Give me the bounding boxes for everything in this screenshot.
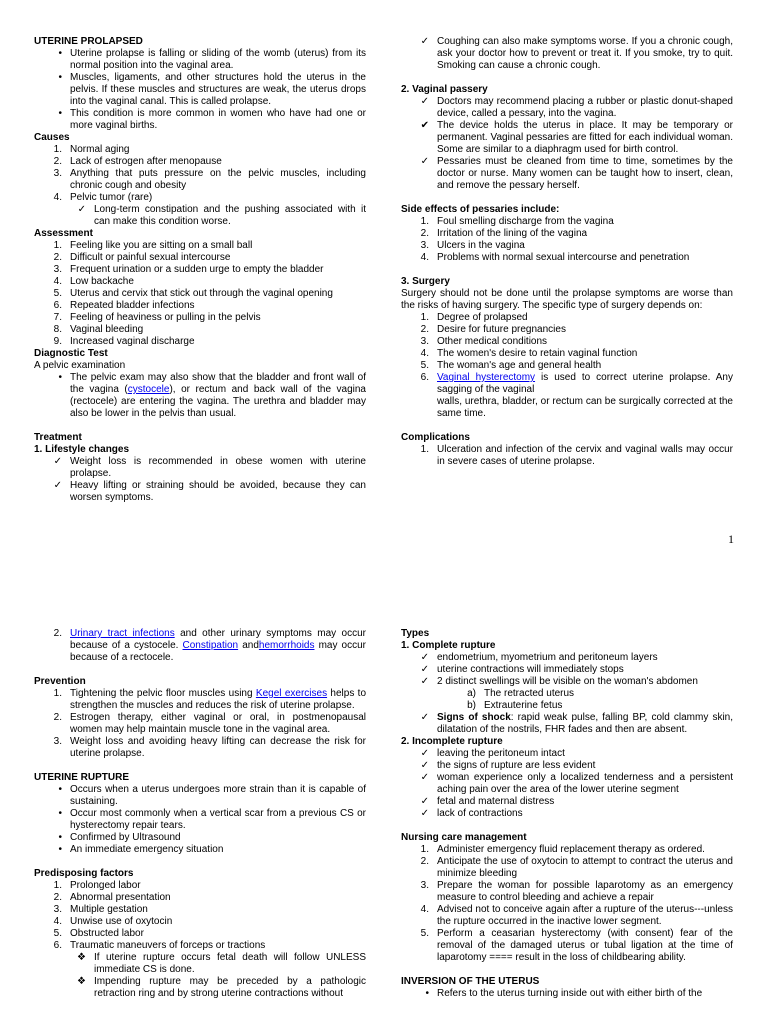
paragraph: A pelvic examination <box>34 360 126 371</box>
list-item <box>34 156 366 168</box>
list-item-text: The device holds the uterus in place. It may be temporary or permanent. Vaginal pessaries are fitted for each individual woman. Some are similar to a diaphragm used for birth control. <box>437 120 733 155</box>
list-item-text: 2 distinct swellings will be visible on the woman's abdomen <box>437 676 698 687</box>
list-item-text: Anticipate the use of oxytocin to attempt to contract the uterus and minimize bleeding <box>437 856 733 879</box>
list-marker: 4. <box>420 348 429 359</box>
list-item <box>401 904 733 928</box>
list-item <box>401 36 733 72</box>
list-item <box>401 240 733 252</box>
list-item-text: Problems with normal sexual intercourse and penetration <box>437 252 690 263</box>
list-marker: 3. <box>420 336 429 347</box>
list-item-text: Difficult or painful sexual intercourse <box>70 252 231 263</box>
list-marker: 4. <box>53 192 62 203</box>
list-marker: 1. <box>53 240 62 251</box>
page1-left-column <box>34 36 366 504</box>
list-item-text: Doctors may recommend placing a rubber or plastic donut-shaped device, called a pessary, into the vagina. <box>437 96 733 119</box>
list-item-text: Occurs when a uterus undergoes more strain than it is capable of sustaining. <box>70 784 366 807</box>
section-heading: Complications <box>401 432 470 443</box>
list-item <box>401 772 733 796</box>
list-marker: ❖ <box>77 976 86 987</box>
list-item <box>401 324 733 336</box>
page2-left-column <box>34 628 366 1000</box>
list-item-text: Vaginal bleeding <box>70 324 144 335</box>
list-item <box>34 688 366 712</box>
list-item <box>34 480 366 504</box>
list-marker: ✓ <box>420 760 429 771</box>
text-run: and <box>238 640 259 651</box>
list-item <box>401 796 733 808</box>
list-marker: 1. <box>53 144 62 155</box>
list-item <box>401 252 733 264</box>
list-item-text: Muscles, ligaments, and other structures hold the uterus in the pelvis. If these muscles and structures are weak, the uterus drops into the vaginal canal. This is called prolapse. <box>70 72 366 107</box>
list-item-text: Occur most commonly when a vertical scar from a previous CS or hysterectomy repair tears. <box>70 808 366 831</box>
list-marker: 1. <box>420 216 429 227</box>
list-item-text: Weight loss and avoiding heavy lifting can decrease the risk for uterine prolapse. <box>70 736 366 759</box>
list-item-text: Ulceration and infection of the cervix and vaginal walls may occur in severe cases of uterine prolapse. <box>437 444 733 467</box>
list-marker: • <box>425 988 429 999</box>
list-item-text: Normal aging <box>70 144 130 155</box>
list-marker: 3. <box>53 264 62 275</box>
section-heading: UTERINE RUPTURE <box>34 772 130 783</box>
list-item <box>401 120 733 156</box>
list-item-text: Estrogen therapy, either vaginal or oral, in postmenopausal women may help maintain muscle tone in the vaginal area. <box>70 712 366 735</box>
list-marker: 2. <box>53 252 62 263</box>
list-item <box>34 880 366 892</box>
list-item-text: Degree of prolapsed <box>437 312 528 323</box>
list-marker: 4. <box>53 276 62 287</box>
list-marker: ✓ <box>420 96 429 107</box>
list-item-text: Traumatic maneuvers of forceps or tractions <box>70 940 266 951</box>
list-marker: 5. <box>420 928 429 939</box>
list-marker: 1. <box>420 444 429 455</box>
list-marker: ✔ <box>420 120 429 131</box>
list-item-text: If uterine rupture occurs fetal death will follow UNLESS immediate CS is done. <box>94 952 366 975</box>
text-run: is used to correct uterine prolapse. Any sagging of the vaginal <box>437 372 733 395</box>
list-marker: 1. <box>53 688 62 699</box>
section-heading: Treatment <box>34 432 82 443</box>
list-marker: ✓ <box>420 796 429 807</box>
page2-right-column <box>401 628 733 1000</box>
list-marker: 7. <box>53 312 62 323</box>
text-run: and other urinary symptoms may occur because of a cystocele. <box>70 628 366 651</box>
spacer <box>401 420 733 432</box>
list-marker: • <box>58 808 62 819</box>
text-run: The pelvic exam may also show that the bladder and front wall of the vagina ( <box>70 372 366 395</box>
list-item <box>34 288 366 300</box>
list-item-text: Lack of estrogen after menopause <box>70 156 222 167</box>
list-item <box>34 952 366 976</box>
list-item-text: Confirmed by Ultrasound <box>70 832 181 843</box>
list-marker: ✓ <box>53 480 62 491</box>
list-item-text: Low backache <box>70 276 134 287</box>
list-item-text: uterine contractions will immediately stops <box>437 664 624 675</box>
list-item <box>34 72 366 108</box>
list-item-text: Coughing can also make symptoms worse. If you a chronic cough, ask your doctor how to prevent or treat it. If you smoke, try to quit. Smoking can cause a chronic cough. <box>437 36 733 71</box>
list-item-text: Long-term constipation and the pushing associated with it can make this condition worse. <box>94 204 366 227</box>
list-item <box>401 712 733 736</box>
list-item-text: Uterine prolapse is falling or sliding of the womb (uterus) from its normal position into the vaginal area. <box>70 48 366 71</box>
hyperlink[interactable]: hemorrhoids <box>258 640 315 651</box>
list-item <box>34 276 366 288</box>
list-marker: • <box>58 844 62 855</box>
list-marker: 8. <box>53 324 62 335</box>
list-item <box>34 928 366 940</box>
list-item <box>401 880 733 904</box>
spacer <box>401 964 733 976</box>
list-item-text: fetal and maternal distress <box>437 796 555 807</box>
list-marker: 4. <box>420 252 429 263</box>
list-item <box>401 312 733 324</box>
list-marker: 3. <box>53 736 62 747</box>
list-item-text: Heavy lifting or straining should be avoided, because they can worsen symptoms. <box>70 480 366 503</box>
list-item <box>401 360 733 372</box>
list-marker: ✓ <box>420 652 429 663</box>
list-item-text: Ulcers in the vagina <box>437 240 525 251</box>
list-item <box>34 108 366 132</box>
list-item <box>401 748 733 760</box>
list-marker: ❖ <box>77 952 86 963</box>
list-marker: 2. <box>420 856 429 867</box>
list-item <box>34 312 366 324</box>
list-marker: 1. <box>420 844 429 855</box>
spacer <box>401 72 733 84</box>
section-heading: Predisposing factors <box>34 868 134 879</box>
list-item-text: Other medical conditions <box>437 336 548 347</box>
hyperlink[interactable]: cystocele <box>127 384 170 395</box>
list-item-text <box>437 712 733 736</box>
list-marker: 2. <box>53 628 62 639</box>
list-item <box>34 784 366 808</box>
spacer <box>34 664 366 676</box>
list-item <box>34 808 366 832</box>
section-heading: Causes <box>34 132 70 143</box>
list-item <box>401 396 733 420</box>
list-item <box>34 324 366 336</box>
list-item <box>34 832 366 844</box>
list-marker: ✓ <box>420 772 429 783</box>
list-item-text: Obstructed labor <box>70 928 144 939</box>
list-item <box>401 444 733 468</box>
list-marker: ✓ <box>420 664 429 675</box>
text-run: : rapid weak pulse, falling BP, cold clammy skin, dilatation of the nostrils, FHR fades and then are absent. <box>437 712 734 735</box>
list-item-text: leaving the peritoneum intact <box>437 748 565 759</box>
list-item <box>401 844 733 856</box>
section-heading: 2. Incomplete rupture <box>401 736 503 747</box>
list-item-text: Feeling of heaviness or pulling in the pelvis <box>70 312 261 323</box>
list-item-text: Pessaries must be cleaned from time to time, sometimes by the doctor or nurse. Many women can be taught how to insert, clean, and remove the pessary herself. <box>437 156 733 191</box>
list-marker: ✓ <box>420 676 429 687</box>
paragraph: Surgery should not be done until the prolapse symptoms are worse than the risks of having surgery. The specific type of surgery depends on: <box>401 288 733 311</box>
list-marker: 3. <box>53 904 62 915</box>
list-marker: a) <box>467 688 476 699</box>
section-heading: 3. Surgery <box>401 276 450 287</box>
list-marker: 2. <box>420 228 429 239</box>
list-marker <box>401 396 437 420</box>
list-marker: 2. <box>53 712 62 723</box>
list-marker: • <box>58 108 62 119</box>
list-item <box>34 300 366 312</box>
text-run: helps to strengthen the muscles and reduces the risk of uterine prolapse. <box>70 688 367 711</box>
list-marker: 2. <box>53 156 62 167</box>
section-heading: Diagnostic Test <box>34 348 108 359</box>
list-item-text: Uterus and cervix that stick out through the vaginal opening <box>70 288 333 299</box>
list-item-text <box>437 372 733 396</box>
page-number: 1 <box>728 532 734 546</box>
spacer <box>401 264 733 276</box>
list-item-text: Refers to the uterus turning inside out with either birth of the <box>437 988 703 999</box>
list-marker: ✓ <box>420 36 429 47</box>
list-item <box>34 168 366 192</box>
section-heading: Assessment <box>34 228 93 239</box>
list-item-text: walls, urethra, bladder, or rectum can be surgically corrected at the same time. <box>437 396 733 419</box>
hyperlink[interactable]: Vaginal hysterectomy <box>437 372 536 383</box>
list-item <box>401 156 733 192</box>
spacer <box>401 192 733 204</box>
list-marker: 5. <box>53 928 62 939</box>
list-item-text: Irritation of the lining of the vagina <box>437 228 588 239</box>
section-heading: Side effects of pessaries include: <box>401 204 560 215</box>
list-marker: 4. <box>53 916 62 927</box>
list-item <box>401 372 733 396</box>
list-marker: ✓ <box>420 156 429 167</box>
list-item-text: woman experience only a localized tenderness and a persistent aching pain over the area of the lower uterine segment <box>437 772 733 795</box>
list-marker: ✓ <box>77 204 86 215</box>
list-marker: 3. <box>420 880 429 891</box>
list-item-text: endometrium, myometrium and peritoneum layers <box>437 652 658 663</box>
list-item <box>34 892 366 904</box>
list-marker: 3. <box>420 240 429 251</box>
section-heading: Nursing care management <box>401 832 527 843</box>
list-item <box>34 48 366 72</box>
list-item <box>34 904 366 916</box>
list-item-text: Administer emergency fluid replacement therapy as ordered. <box>437 844 705 855</box>
list-item <box>34 192 366 204</box>
bold-text: Signs of shock <box>437 712 511 723</box>
list-item-text: Repeated bladder infections <box>70 300 195 311</box>
list-marker: 5. <box>53 288 62 299</box>
section-heading: INVERSION OF THE UTERUS <box>401 976 540 987</box>
list-item-text: Abnormal presentation <box>70 892 171 903</box>
list-item-text: Weight loss is recommended in obese women with uterine prolapse. <box>70 456 366 479</box>
list-item-text: Perform a ceasarian hysterectomy (with consent) fear of the removal of the damaged uterus or tubal ligation at the time of laparotomy ==== result in the loss of childbearing ability. <box>437 928 733 963</box>
list-item <box>401 664 733 676</box>
list-item <box>34 204 366 228</box>
list-marker: 3. <box>53 168 62 179</box>
list-marker: ✓ <box>420 748 429 759</box>
section-heading: 2. Vaginal passery <box>401 84 488 95</box>
list-item <box>34 264 366 276</box>
list-marker: 6. <box>53 940 62 951</box>
list-item-text: Multiple gestation <box>70 904 148 915</box>
spacer <box>34 760 366 772</box>
list-item <box>401 348 733 360</box>
text-run: may occur because of a rectocele. <box>70 640 366 663</box>
document-page-2 <box>0 620 768 1024</box>
list-item-text: The women's desire to retain vaginal function <box>437 348 638 359</box>
list-item <box>401 676 733 688</box>
list-item-text <box>70 688 366 712</box>
list-item <box>401 988 733 1000</box>
list-marker: 2. <box>420 324 429 335</box>
list-marker: 1. <box>420 312 429 323</box>
list-item <box>34 240 366 252</box>
list-item <box>34 844 366 856</box>
list-marker: • <box>58 372 62 383</box>
list-marker: 6. <box>420 372 429 383</box>
list-item-text: the signs of rupture are less evident <box>437 760 596 771</box>
list-item <box>401 96 733 120</box>
section-heading: UTERINE PROLAPSED <box>34 36 143 47</box>
spacer <box>34 856 366 868</box>
list-item-text: Extrauterine fetus <box>484 700 563 711</box>
list-item-text <box>70 372 366 420</box>
list-marker: 1. <box>53 880 62 891</box>
list-item <box>34 372 366 420</box>
list-item <box>34 144 366 156</box>
list-item <box>401 652 733 664</box>
list-item-text: Increased vaginal discharge <box>70 336 195 347</box>
spacer <box>34 420 366 432</box>
list-item <box>401 856 733 880</box>
list-item <box>34 336 366 348</box>
hyperlink[interactable]: Constipation <box>182 640 239 651</box>
text-run: ), or rectum and back wall of the vagina (rectocele) are entering the vagina. The urethra and bladder may also be lower in the pelvis than usual. <box>70 384 366 419</box>
list-marker: 2. <box>53 892 62 903</box>
list-item-text: Advised not to conceive again after a rupture of the uterus---unless the rupture occurred in the inactive lower segment. <box>437 904 733 927</box>
list-item-text: An immediate emergency situation <box>70 844 224 855</box>
list-item <box>401 336 733 348</box>
text-run: Tightening the pelvic floor muscles using <box>70 688 256 699</box>
list-item <box>34 916 366 928</box>
list-marker: • <box>58 832 62 843</box>
list-item-text: Prepare the woman for possible laparotomy as an emergency measure to control bleeding and achieve a repair <box>437 880 733 903</box>
list-item-text: Unwise use of oxytocin <box>70 916 173 927</box>
list-marker: ✓ <box>53 456 62 467</box>
list-item-text: The retracted uterus <box>484 688 575 699</box>
hyperlink[interactable]: Kegel exercises <box>255 688 328 699</box>
list-marker: b) <box>467 700 476 711</box>
list-item-text: lack of contractions <box>437 808 523 819</box>
section-heading: Types <box>401 628 430 639</box>
list-marker: 5. <box>420 360 429 371</box>
list-item-text: Impending rupture may be preceded by a pathologic retraction ring and by strong uterine contractions without <box>94 976 366 999</box>
list-item-text: Pelvic tumor (rare) <box>70 192 153 203</box>
list-marker: • <box>58 72 62 83</box>
list-item <box>34 940 366 952</box>
list-marker: 9. <box>53 336 62 347</box>
list-item <box>34 976 366 1000</box>
spacer <box>401 820 733 832</box>
list-item-text: Foul smelling discharge from the vagina <box>437 216 614 227</box>
section-heading: 1. Complete rupture <box>401 640 496 651</box>
list-item <box>34 712 366 736</box>
section-heading: Prevention <box>34 676 86 687</box>
list-item <box>34 252 366 264</box>
section-heading: 1. Lifestyle changes <box>34 444 130 455</box>
list-item-text: Desire for future pregnancies <box>437 324 566 335</box>
list-item-text: Anything that puts pressure on the pelvic muscles, including chronic cough and obesity <box>70 168 366 191</box>
hyperlink[interactable]: Urinary tract infections <box>70 628 175 639</box>
list-item <box>401 808 733 820</box>
list-item-text: Prolonged labor <box>70 880 141 891</box>
list-item <box>401 216 733 228</box>
list-item <box>34 456 366 480</box>
list-item <box>401 688 733 700</box>
list-marker: ✓ <box>420 712 429 723</box>
list-marker: 6. <box>53 300 62 311</box>
page1-right-column <box>401 36 733 468</box>
list-item-text: This condition is more common in women who have had one or more vaginal births. <box>70 108 366 131</box>
list-item-text <box>70 628 366 664</box>
list-item-text: Feeling like you are sitting on a small ball <box>70 240 253 251</box>
list-item <box>401 760 733 772</box>
list-marker: • <box>58 784 62 795</box>
list-marker: ✓ <box>420 808 429 819</box>
list-item <box>34 628 366 664</box>
list-item-text: The woman's age and general health <box>437 360 602 371</box>
list-item <box>401 228 733 240</box>
list-item <box>34 736 366 760</box>
list-item <box>401 700 733 712</box>
list-item <box>401 928 733 964</box>
list-marker: 4. <box>420 904 429 915</box>
list-marker: • <box>58 48 62 59</box>
list-item-text: Frequent urination or a sudden urge to empty the bladder <box>70 264 324 275</box>
